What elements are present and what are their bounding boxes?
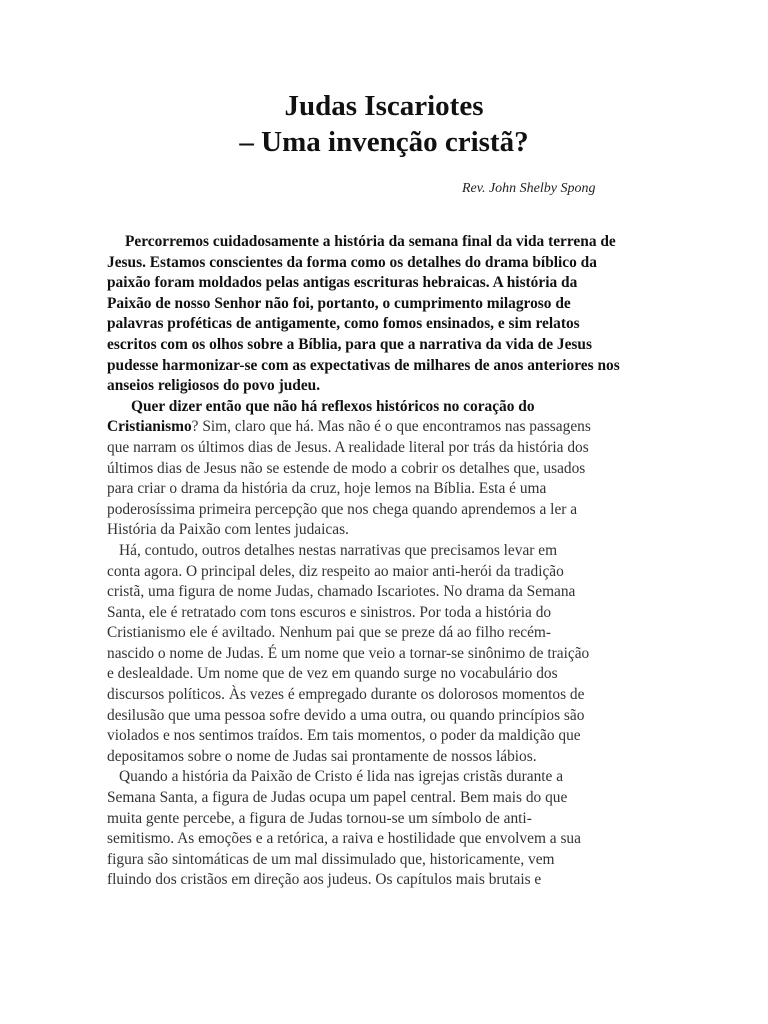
text-segment: Cristianismo ele é aviltado. Nenhum pai que se preze dá ao filho recém- [107, 624, 552, 642]
text-line [107, 294, 667, 315]
text-segment: depositamos sobre o nome de Judas sai prontamente de nossos lábios. [107, 747, 537, 765]
text-segment: discursos políticos. Às vezes é empregado durante os dolorosos momentos de [107, 686, 585, 704]
text-line [107, 664, 667, 685]
text-line [107, 726, 667, 747]
text-segment: ? Sim, claro que há. Mas não é o que encontramos nas passagens [191, 418, 591, 436]
text-segment: cristã, uma figura de nome Judas, chamado Iscariotes. No drama da Semana [107, 583, 576, 601]
text-line [107, 603, 667, 624]
document-title [0, 88, 768, 160]
text-segment: fluindo dos cristãos em direção aos judeus. Os capítulos mais brutais e [107, 871, 542, 889]
text-line [107, 541, 667, 562]
title-line-2: – Uma invenção cristã? [239, 126, 529, 158]
text-segment: para criar o drama da história da cruz, hoje lemos na Bíblia. Esta é uma [107, 480, 547, 498]
text-segment: desilusão que uma pessoa sofre devido a uma outra, ou quando princípios são [107, 706, 585, 724]
title-line-1: Judas Iscariotes [284, 90, 484, 122]
text-line [107, 685, 667, 706]
text-segment: Percorremos cuidadosamente a história da semana final da vida terrena de [125, 233, 616, 250]
text-line [107, 356, 667, 377]
text-segment: pudesse harmonizar-se com as expectativas de milhares de anos anteriores nos [107, 356, 620, 374]
text-segment: nascido o nome de Judas. É um nome que veio a tornar-se sinônimo de traição [107, 644, 590, 662]
text-segment: anseios religiosos do povo judeu. [107, 377, 321, 395]
text-line [107, 809, 667, 830]
text-line [107, 562, 667, 583]
text-segment: conta agora. O principal deles, diz respeito ao maior anti-herói da tradição [107, 562, 564, 580]
text-line [107, 232, 667, 253]
text-line [107, 459, 667, 480]
text-line [107, 376, 667, 397]
text-line [107, 520, 667, 541]
text-line [107, 335, 667, 356]
text-line [107, 644, 667, 665]
text-segment: palavras proféticas de antigamente, como fomos ensinados, e sim relatos [107, 315, 580, 333]
text-segment: Santa, ele é retratado com tons escuros e sinistros. Por toda a história do [107, 603, 552, 621]
text-line [107, 314, 667, 335]
text-line [107, 582, 667, 603]
text-line [107, 623, 667, 644]
text-line [107, 417, 667, 438]
text-line [107, 870, 667, 891]
text-line [107, 706, 667, 727]
text-segment: semitismo. As emoções e a retórica, a raiva e hostilidade que envolvem a sua [107, 830, 581, 848]
text-segment: e deslealdade. Um nome que de vez em quando surge no vocabulário dos [107, 665, 558, 683]
text-line [107, 479, 667, 500]
text-line [107, 829, 667, 850]
text-line [107, 500, 667, 521]
text-line [107, 273, 667, 294]
text-segment: figura são sintomáticas de um mal dissimulado que, historicamente, vem [107, 850, 555, 868]
text-line [107, 253, 667, 274]
text-line [107, 438, 667, 459]
text-line [107, 397, 667, 418]
text-segment: Semana Santa, a figura de Judas ocupa um papel central. Bem mais do que [107, 789, 568, 807]
text-segment: muita gente percebe, a figura de Judas tornou-se um símbolo de anti- [107, 809, 532, 827]
text-line [107, 747, 667, 768]
text-segment: Quando a história da Paixão de Cristo é lida nas igrejas cristãs durante a [119, 768, 564, 786]
text-segment: escritos com os olhos sobre a Bíblia, para que a narrativa da vida de Jesus [107, 335, 592, 353]
text-segment: poderosíssima primeira percepção que nos chega quando aprendemos a ler a [107, 500, 578, 518]
text-segment: violados e nos sentimos traídos. Em tais momentos, o poder da maldição que [107, 727, 581, 745]
text-line [107, 767, 667, 788]
text-line [107, 788, 667, 809]
text-segment: últimos dias de Jesus não se estende de modo a cobrir os detalhes que, usados [107, 459, 586, 477]
text-segment: que narram os últimos dias de Jesus. A realidade literal por trás da história dos [107, 438, 589, 456]
text-segment: Quer dizer então que não há reflexos históricos no coração do [131, 397, 535, 415]
text-segment: Paixão de nosso Senhor não foi, portanto, o cumprimento milagroso de [107, 294, 571, 312]
text-segment: Cristianismo [107, 418, 192, 436]
text-line [107, 850, 667, 871]
author-byline: Rev. John Shelby Spong [462, 181, 596, 196]
body-text [107, 232, 667, 891]
text-segment: Há, contudo, outros detalhes nestas narrativas que precisamos levar em [119, 541, 558, 559]
text-segment: História da Paixão com lentes judaicas. [107, 521, 349, 539]
text-segment: Jesus. Estamos conscientes da forma como os detalhes do drama bíblico da [107, 253, 597, 271]
text-segment: paixão foram moldados pelas antigas escrituras hebraicas. A história da [107, 274, 578, 292]
